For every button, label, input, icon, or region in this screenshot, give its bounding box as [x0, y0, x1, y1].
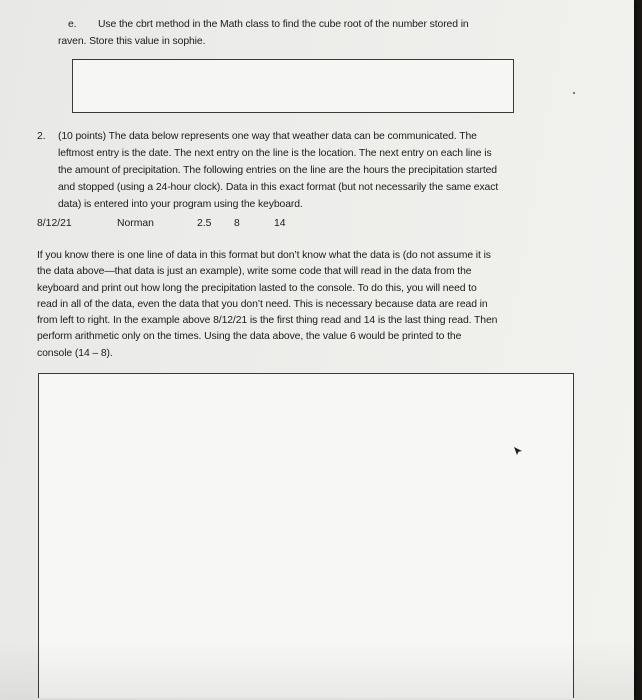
- question-2-line: leftmost entry is the date. The next entry on the line is the location. The next entry on each line is: [58, 148, 492, 159]
- instructions-line: keyboard and print out how long the precipitation lasted to the console. To do this, you will need to: [37, 282, 477, 294]
- question-2-number: 2.: [37, 131, 46, 142]
- data-stop-hour: 14: [274, 218, 286, 229]
- part-e-prompt: [58, 16, 558, 50]
- data-location: Norman: [117, 218, 154, 229]
- data-amount: 2.5: [197, 218, 212, 229]
- part-e-line-1-text: Use the cbrt method in the Math class to find the cube root of the number stored in: [98, 19, 469, 30]
- instructions-line: perform arithmetic only on the times. Using the data above, the value 6 would be printed to the: [37, 331, 462, 343]
- instructions-line: console (14 – 8).: [37, 347, 113, 359]
- question-2-line: the amount of precipitation. The following entries on the line are the hours the precipitation started: [58, 165, 497, 176]
- part-e-label: e.: [68, 19, 77, 30]
- question-2-answer-box[interactable]: [38, 373, 574, 698]
- question-2-line: (10 points) The data below represents one way that weather data can be communicated. The: [58, 131, 477, 142]
- stray-mark: [573, 92, 575, 94]
- part-e-line-1: [58, 16, 558, 33]
- part-e-answer-box[interactable]: [72, 59, 514, 113]
- question-2-prompt: [58, 128, 558, 213]
- part-e-line-2: raven. Store this value in sophie.: [58, 36, 206, 47]
- data-start-hour: 8: [234, 218, 240, 229]
- instructions-line: If you know there is one line of data in this format but don’t know what the data is (do not assume it is: [37, 250, 491, 261]
- question-2-line: data) is entered into your program using the keyboard.: [58, 199, 303, 210]
- question-2-line: and stopped (using a 24-hour clock). Data in this exact format (but not necessarily the same exact: [58, 182, 499, 193]
- instructions-line: read in all of the data, even the data that you don’t need. This is necessary because data are read in: [37, 298, 488, 310]
- instructions-line: from left to right. In the example above 8/12/21 is the first thing read and 14 is the last thing read. Then: [37, 315, 498, 327]
- instructions-line: the data above—that data is just an example), write some code that will read in the data from the: [37, 266, 472, 278]
- data-date: 8/12/21: [37, 218, 72, 229]
- mouse-cursor-icon: [513, 446, 523, 456]
- question-2-instructions: [37, 248, 557, 362]
